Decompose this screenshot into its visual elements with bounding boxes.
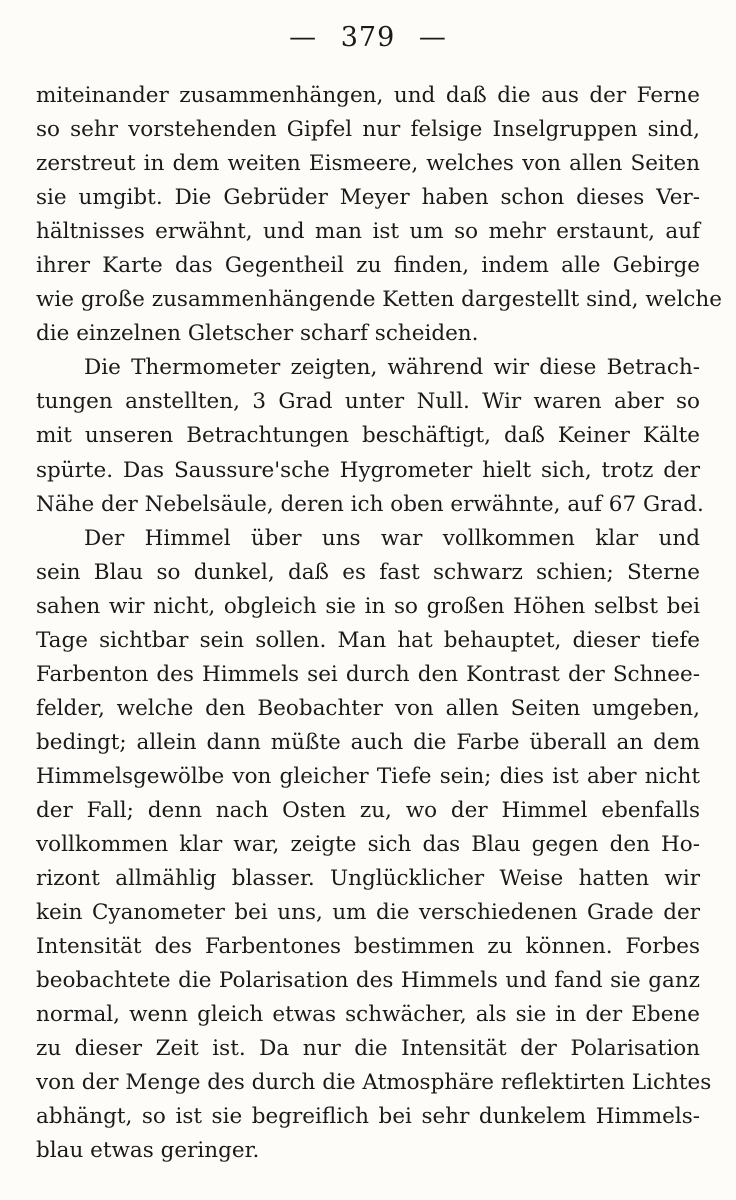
text-line: spürte. Das Saussure'sche Hygrometer hielt sich, trotz der — [36, 457, 700, 483]
text-line: miteinander zusammenhängen, und daß die aus der Ferne — [36, 83, 700, 108]
text-line: Der Himmel über uns war vollkommen klar und — [84, 525, 700, 551]
text-line: Intensität des Farbentones bestimmen zu können. Forbes — [36, 934, 700, 960]
text-line: tungen anstellten, 3 Grad unter Null. Wir waren aber so — [36, 389, 700, 415]
page-number: 379 — [340, 22, 396, 53]
text-line: rizont allmählig blasser. Unglücklicher Weise hatten wir — [36, 866, 700, 892]
text-line: bedingt; allein dann müßte auch die Farbe überall an dem — [36, 729, 700, 755]
text-line: sahen wir nicht, obgleich sie in so großen Höhen selbst bei — [36, 593, 700, 619]
text-line: sein Blau so dunkel, daß es fast schwarz schien; Sterne — [36, 559, 700, 585]
text-line: kein Cyanometer bei uns, um die verschiedenen Grade der — [36, 900, 700, 926]
text-line: Himmelsgewölbe von gleicher Tiefe sein; dies ist aber nicht — [36, 763, 700, 789]
header-dash-left: — — [289, 22, 318, 53]
text-line: die einzelnen Gletscher scharf scheiden. — [36, 321, 479, 347]
header-dash-right: — — [418, 22, 447, 53]
text-line: blau etwas geringer. — [36, 1138, 260, 1164]
text-line: zerstreut in dem weiten Eismeere, welches von allen Seiten — [36, 151, 700, 177]
text-line: sie umgibt. Die Gebrüder Meyer haben schon dieses Ver- — [36, 185, 700, 211]
text-line: von der Menge des durch die Atmosphäre reflektirten Lichtes — [36, 1070, 712, 1096]
text-line: der Fall; denn nach Osten zu, wo der Himmel ebenfalls — [36, 797, 700, 823]
text-line: Farbenton des Himmels sei durch den Kontrast der Schnee- — [36, 661, 700, 687]
text-line: ihrer Karte das Gegentheil zu finden, indem alle Gebirge — [36, 253, 700, 279]
text-line: beobachtete die Polarisation des Himmels und fand sie ganz — [36, 968, 700, 994]
text-line: wie große zusammenhängende Ketten dargestellt sind, welche — [36, 287, 722, 313]
text-line: mit unseren Betrachtungen beschäftigt, daß Keiner Kälte — [36, 423, 700, 449]
page-header — [0, 22, 736, 53]
text-line: Die Thermometer zeigten, während wir diese Betrach- — [84, 355, 700, 381]
text-line: Nähe der Nebelsäule, deren ich oben erwähnte, auf 67 Grad. — [36, 491, 704, 517]
text-line: vollkommen klar war, zeigte sich das Blau gegen den Ho- — [36, 832, 700, 858]
text-line: Tage sichtbar sein sollen. Man hat behauptet, dieser tiefe — [36, 627, 700, 653]
text-line: felder, welche den Beobachter von allen Seiten umgeben, — [36, 695, 700, 721]
body-text — [36, 79, 722, 1169]
text-line: abhängt, so ist sie begreiflich bei sehr dunkelem Himmels- — [36, 1104, 700, 1130]
text-line: hältnisses erwähnt, und man ist um so mehr erstaunt, auf — [36, 219, 700, 245]
text-line: normal, wenn gleich etwas schwächer, als sie in der Ebene — [36, 1002, 700, 1028]
text-line: zu dieser Zeit ist. Da nur die Intensität der Polarisation — [36, 1036, 700, 1062]
text-line: so sehr vorstehenden Gipfel nur felsige Inselgruppen sind, — [36, 117, 700, 143]
